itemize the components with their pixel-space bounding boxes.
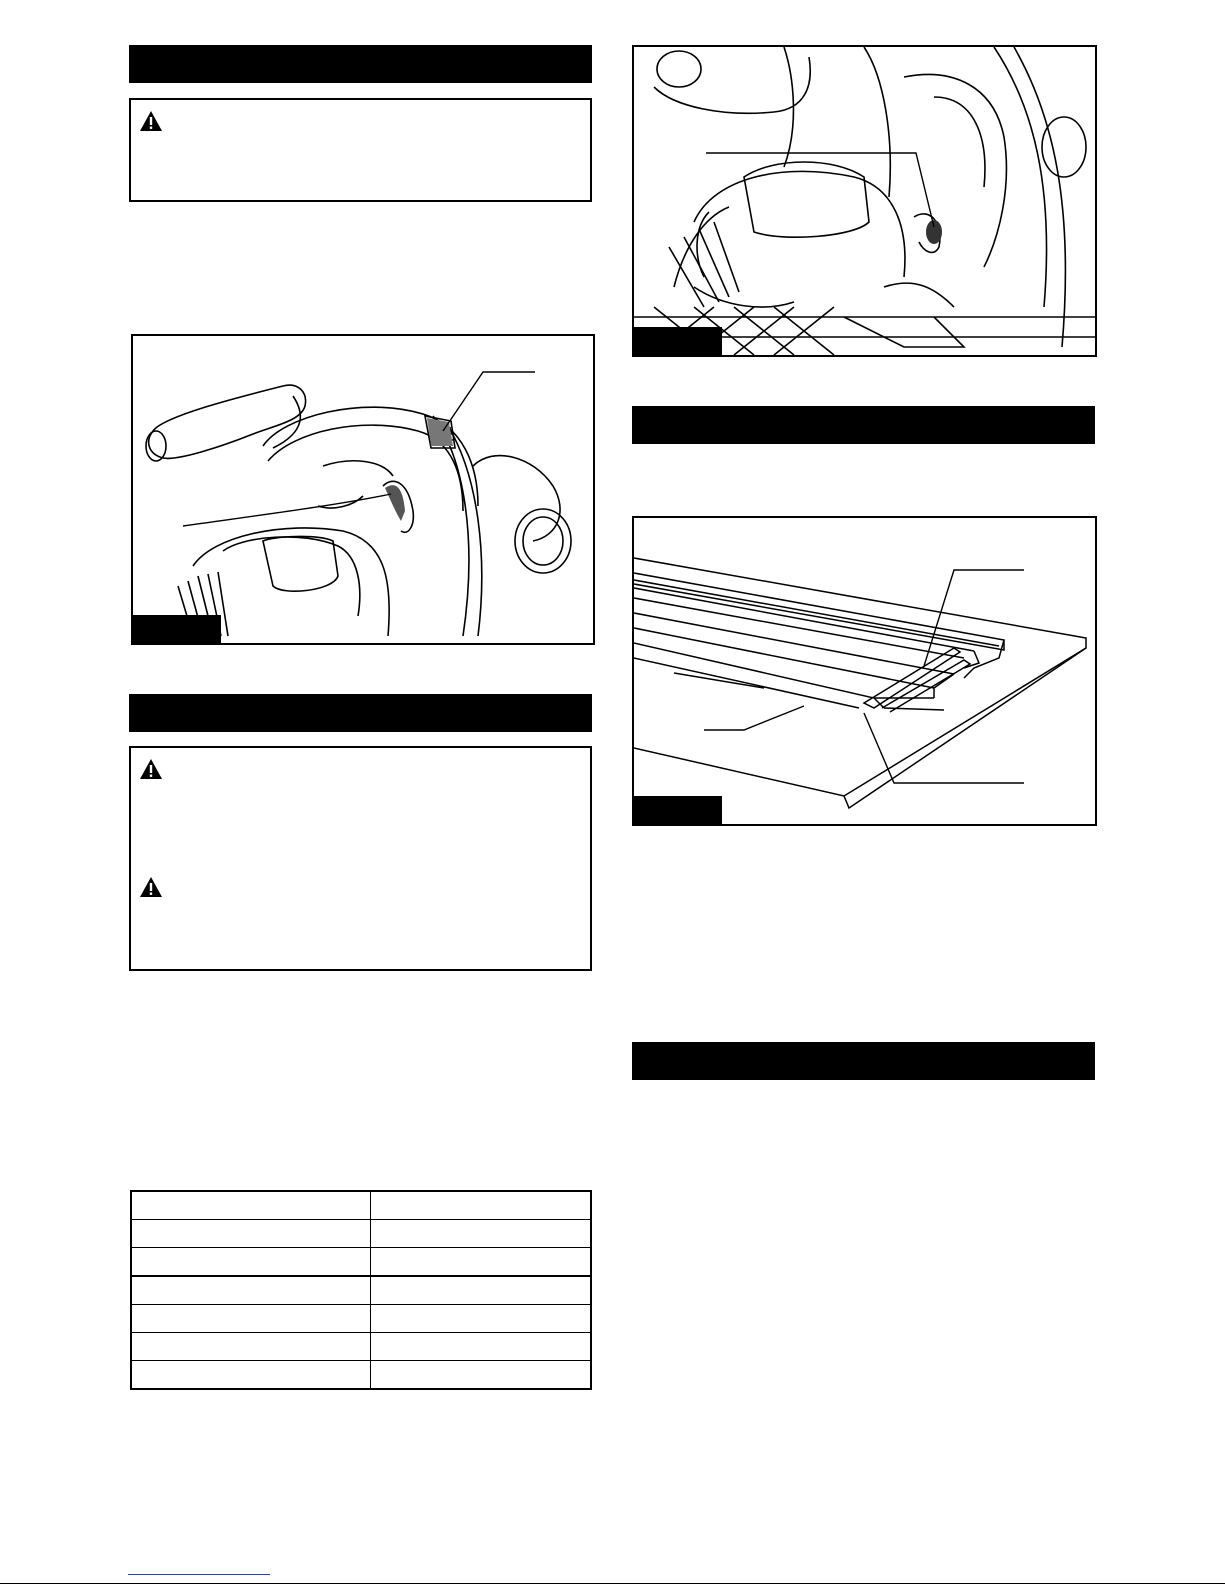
table-row (131, 1333, 591, 1361)
saw-lever-illustration (634, 47, 1095, 355)
spec-table (130, 1190, 592, 1390)
section-header-right-mid (632, 406, 1095, 444)
saw-side-illustration (133, 336, 593, 643)
table-row (131, 1361, 591, 1390)
guide-rail-illustration (634, 518, 1095, 824)
warning-triangle-icon (139, 876, 163, 898)
warning-box-1 (129, 98, 592, 202)
section-header-left-top (129, 45, 592, 83)
table-row (131, 1305, 591, 1333)
page-bottom-rule (0, 1583, 1225, 1584)
section-header-left-mid (129, 694, 592, 732)
table-row (131, 1276, 591, 1305)
warning-box-2 (129, 746, 592, 971)
table-row (131, 1220, 591, 1248)
figure-guide-rail (632, 516, 1097, 826)
footer-link-underline[interactable] (128, 1574, 270, 1575)
table-row (131, 1248, 591, 1277)
warning-triangle-icon (139, 758, 163, 780)
figure-saw-lever-view (632, 45, 1097, 357)
figure-label-tab-2 (634, 327, 722, 355)
figure-label-tab-3 (634, 796, 722, 824)
warning-triangle-icon (139, 110, 163, 132)
figure-saw-side-view (131, 334, 595, 645)
figure-label-tab-1 (133, 615, 221, 643)
table-row (131, 1191, 591, 1220)
section-header-right-bottom (632, 1042, 1095, 1080)
